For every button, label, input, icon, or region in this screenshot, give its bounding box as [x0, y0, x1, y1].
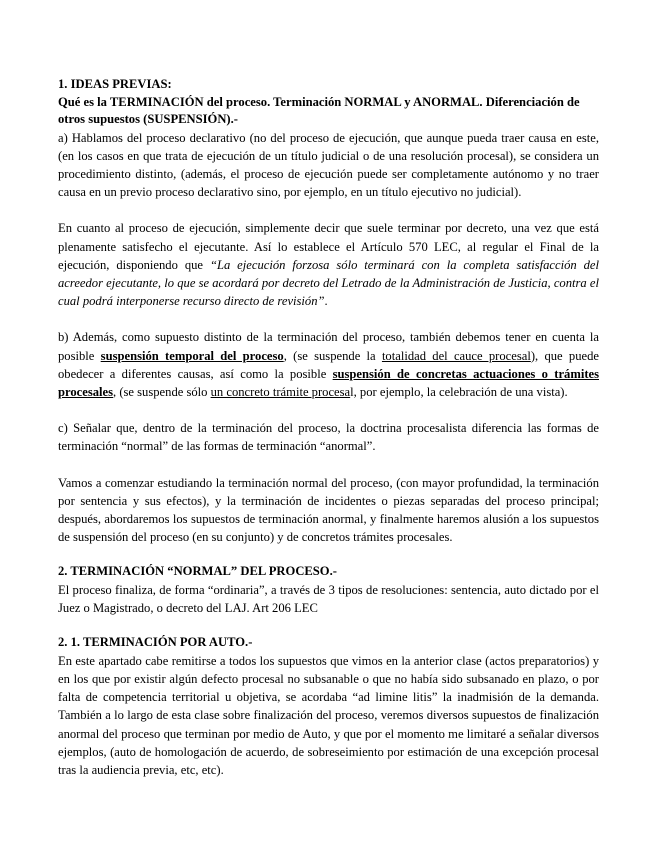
suspension-temporal-emphasis: suspensión temporal del proceso — [100, 348, 284, 363]
article-570-quote: “La ejecución forzosa sólo terminará con la completa satisfacción del acreedor ejecutante, lo que se acordará por decreto del Letrado de la Administración de Justicia, contra el cual podrá interponerse recurso directo de revisión” — [58, 257, 599, 309]
section-2-1-heading: 2. 1. TERMINACIÓN POR AUTO.- — [58, 635, 253, 650]
paragraph-a: a) Hablamos del proceso declarativo (no del proceso de ejecución, que aunque pueda traer causa en este, (en los casos en que trata de ejecución de un título judicial o de una resolución procesal), se considera un procedimiento distinto, (además, el proceso de ejecución puede ser completamente autónomo y no traer causa en un previo proceso declarativo sino, por ejemplo, en un título ejecutivo no judicial). — [58, 130, 599, 200]
paragraph-c: c) Señalar que, dentro de la terminación del proceso, la doctrina procesalista diferencia las formas de terminación “normal” de las formas de terminación “anormal”. — [58, 421, 599, 454]
paragraph-b — [58, 328, 599, 401]
paragraph-plan: Vamos a comenzar estudiando la terminación normal del proceso, (con mayor profundidad, la terminación por sentencia y sus efectos), y la terminación de incidentes o piezas separadas del proceso principal; después, abordaremos los supuestos de terminación anormal, y finalmente haremos alusión a los supuestos de suspensión del proceso (en su conjunto) y de concretos trámites procesales. — [58, 475, 599, 545]
suspension-concretas-emphasis: suspensión de concretas actuaciones o trámites procesales — [58, 366, 600, 399]
section-2-heading: 2. TERMINACIÓN “NORMAL” DEL PROCESO.- — [58, 564, 337, 579]
execution-end-text: . — [324, 294, 328, 309]
execution-intro-text: En cuanto al proceso de ejecución, simplemente decir que suele terminar por decreto, una vez que está plenamente satisfecho el ejecutante. Así lo establece el Artículo 570 LEC, al regular el Final de la ejecución, disponiendo que — [58, 221, 599, 272]
paragraph-execution — [58, 219, 599, 310]
section-1-heading: 1. IDEAS PREVIAS: — [58, 77, 172, 91]
para-b-text-1: b) Además, como supuesto distinto de la terminación del proceso, también debemos tener en cuenta la posible — [58, 330, 599, 363]
section-2-paragraph: El proceso finaliza, de forma “ordinaria”, a través de 3 tipos de resoluciones: sentencia, auto dictado por el Juez o Magistrado, o decreto del LAJ. Art 206 LEC — [58, 582, 599, 616]
concreto-tramite-underline: un concreto trámite procesa — [210, 384, 351, 399]
para-b-text-3: , (se suspende la — [283, 348, 382, 363]
totalidad-cauce-underline: totalidad del cauce procesal — [381, 348, 531, 363]
section-2-1-paragraph: En este apartado cabe remitirse a todos los supuestos que vimos en la anterior clase (actos preparatorios) y en los que por existir algún defecto procesal no subsanable o que no había sido subsanado en plazo, o por falta de competencia territorial u objetiva, se acordaba “ad limine litis” la inadmisión de la demanda. También a lo largo de esta clase sobre finalización del proceso, veremos diversos supuestos de finalización anormal del proceso que terminan por medio de Auto, y que por el momento me limitaré a señalar diversos ejemplos, (auto de homologación de acuerdo, de sobreseimiento por estimación de una excepción procesal tras la audiencia previa, etc, etc). — [58, 653, 599, 777]
section-1-subheading: Qué es la TERMINACIÓN del proceso. Terminación NORMAL y ANORMAL. Diferenciación de otros supuestos (SUSPENSIÓN).- — [58, 94, 580, 126]
para-b-text-5: ), que puede obedecer a diferentes causas, así como la posible — [58, 348, 599, 381]
para-b-text-7: , (se suspende sólo — [113, 384, 211, 399]
para-b-text-9: l, por ejemplo, la celebración de una vista). — [350, 384, 568, 399]
